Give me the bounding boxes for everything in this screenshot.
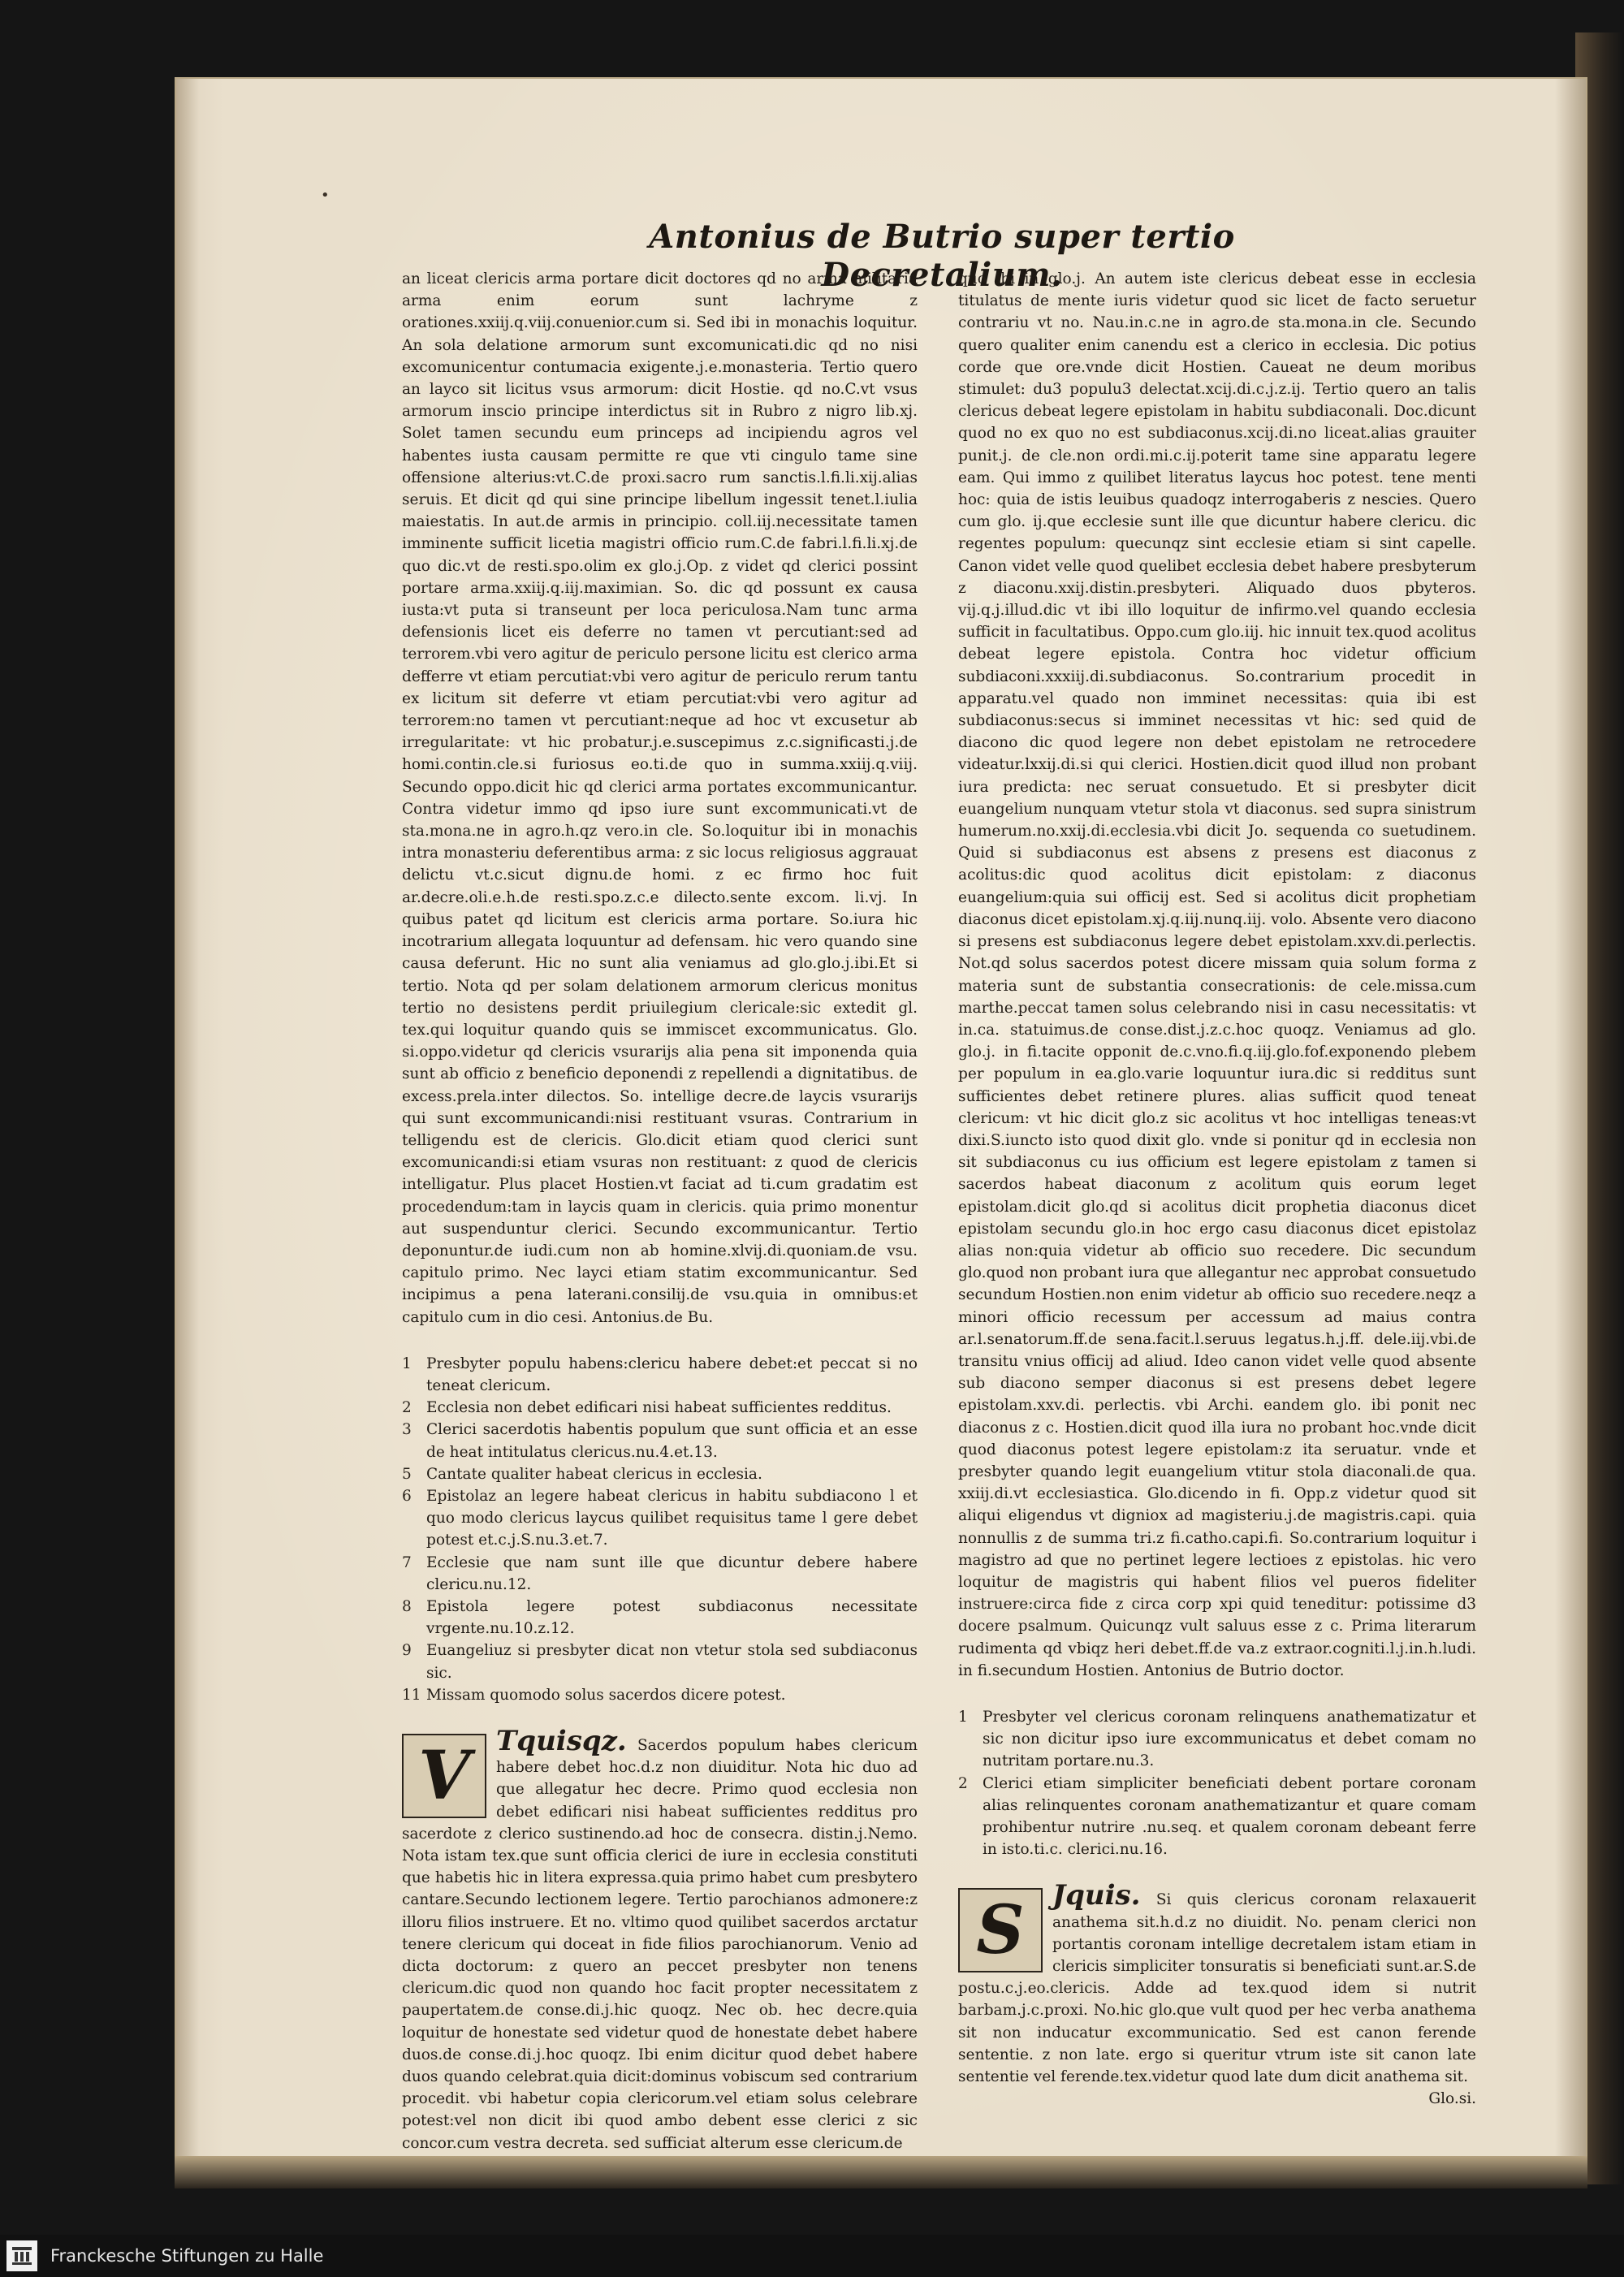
left-body-paragraph: an liceat clericis arma portare dicit doctores qd no arma militaria arma enim eorum sunt lachryme z orationes.xxiij.q.viij.conuenior.cum si. Sed ibi in monachis loquitur. An sola delatione armorum sunt excomunicati.dic qd no nisi excomunicentur contumacia exigente.j.e.monasteria. Tertio quero an layco sit licitus vsus armorum: dicit Hostie. qd no.C.vt vsus armorum inscio principe interdictus sit in Rubro z nigro lib.xj. Solet tamen secundu eum princeps ad incipiendu agros vel habentes iusta causam permitte re que vti cingulo tame sine offensione alterius:vt.C.de proxi.sacro rum sanctis.l.fi.li.xij.alias seruis. Et dicit qd qui sine principe libellum ingessit tenet.l.iulia maiestatis. In aut.de armis in principio. coll.iij.necessitate tamen imminente sufficit licetia magistri officio rum.C.de fabri.l.fi.li.xj.de quo dic.vt de resti.spo.olim ex glo.j.Op. z videt qd clerici possint portare arma.xxiij.q.iij.maximian. So. dic qd possunt ex causa iusta:vt puta si transeunt per loca periculosa.Nam tunc arma defensionis licet eis deferre no tamen vt percutiant:sed ad terrorem.vbi vero agitur de periculo persone licitu est clerico arma defferre vt etiam percutiat:vbi vero agitur de periculo rerum tantu ex licitum sit deferre vt etiam percutiat:vbi vero agitur ad terrorem:no tamen vt percutiant:neque ad hoc vt excusetur ab irregularitate: vt hic probatur.j.e.suscepimus z.c.significasti.j.de homi.contin.cle.si furiosus eo.ti.de quo in summa.xxiij.q.viij. Secundo oppo.dicit hic qd clerici arma portates excommunicantur. Contra videtur immo qd ipso iure sunt excommunicati.vt de sta.mona.ne in agro.h.qz vero.in cle. So.loquitur ibi in monachis intra monasteriu deferentibus arma: z sic locus religiosus aggrauat delictu vt.c.sicut dignu.de homi. z ec firmo hoc fuit ar.decre.oli.e.h.de resti.spo.z.c.e dilecto.sente excom. li.vj. In quibus patet qd licitum est clericis arma portare. So.iura hic incotrarium allegata loquuntur ad defensam. hic vero quando sine causa deferunt. Hic no sunt alia veniamus ad glo.glo.j.ibi.Et si tertio. Nota qd per solam delationem armorum clericus monitus tertio no desistens perdit priuilegium clericale:sic extedit gl. tex.qui loquitur quando quis se immiscet excommunicatus. Glo. si.oppo.videtur qd clericis vsurarijs alia pena sit imponenda quia sunt ab officio z beneficio deponendi z repellendi a dignitatibus. de excess.prela.inter dilectos. So. intellige decre.de laycis vsurarijs qui sunt excommunicandi:nisi restituant vsuras. Contrarium in telligendu est de clericis. Glo.dicit etiam quod clerici sunt excomunicandi:si etiam vsuras non restituant: z quod de clericis intelligatur. Plus placet Hostien.vt faciat ad ti.cum gradatim est procedendum:tam in laycis quam in clericis. quia primo monentur aut suspenduntur clerici. Secundo excommunicantur. Tertio deponuntur.de iudi.cum non ab homine.xlvij.di.quoniam.de vsu. capitulo primo. Nec layci etiam statim excommunicantur. Sed incipimus a pena laterani.consilij.de vsu.quia in omnibus:et capitulo cum in dio cesi. Antonius.de Bu. <box>402 270 918 1326</box>
summary-item: 1 Presbyter vel clericus coronam relinquens anathematizatur et sic non dicitur ipso iure excommunicatus et debet comam no nutritam portare.nu.3. <box>958 1709 1476 1770</box>
summary-item: 9 Euangeliuz si presbyter dicat non vtetur stola sed subdiaconus sic. <box>402 1642 918 1682</box>
left-summary-list <box>402 1353 918 1706</box>
institution-name: Franckesche Stiftungen zu Halle <box>50 2246 324 2266</box>
viewer-footer <box>0 2235 1624 2277</box>
left-column <box>402 268 918 2154</box>
right-body-text <box>958 268 1476 1682</box>
summary-item: 6 Epistolaz an legere habeat clericus in habitu subdiacono l et quo modo clericus laycus quilibet requisitus tame l gere debet potest et.c.j.S.nu.3.et.7. <box>402 1487 918 1549</box>
summary-item: 8 Epistola legere potest subdiaconus necessitate vrgente.nu.10.z.12. <box>402 1597 918 1638</box>
left-chapter <box>402 1725 918 2154</box>
chapter-text: Sacerdos populum habes clericum habere debet hoc.d.z non diuiditur. Nota hic duo ad que allegatur hec decre. Primo quod ecclesia non debet edificari nisi habeat sufficientes redditus pro sacerdote z clerico sustinendo.ad hoc de consecra. distin.j.Nemo. Nota istam tex.que sunt officia clerici de iure in ecclesia constituti que habetis hic in litera expressa.quia primo habet cum presbytero cantare.Secundo lectionem legere. Tertio parochianos admonere:z illoru filios instruere. Et no. vltimo quod quilibet sacerdos arctatur tenere clericum qui doceat in fide filios parochianorum. Venio ad dicta doctorum: z quero an peccet presbyter non tenens clericum.dic quod non quando hoc facit propter necessitatem z paupertatem.de conse.di.j.hic quoqz. Nec ob. hec decre.quia loquitur de honestate sed videtur quod de honestate debet habere duos.de conse.di.j.hoc quoqz. Ibi enim dicitur quod debet habere duos quando celebrat.quia dicit:dominus vobiscum sed contrarium procedit. vbi habetur copia clericorum.vel etiam solus celebrare potest:vel non dicit ibi quod ambo debent esse clerici z sic concor.cum vestra decreta. sed sufficiat alterum esse clericum.de <box>402 1737 918 2152</box>
summary-item: 11 Missam quomodo solus sacerdos dicere potest. <box>402 1686 786 1704</box>
chapter-incipit: Tquisqz. <box>496 1725 627 1757</box>
institution-logo-icon <box>6 2240 37 2271</box>
summary-item: 2 Ecclesia non debet edificari nisi habeat sufficientes redditus. <box>402 1399 892 1417</box>
summary-item: 1 Presbyter populu habens:clericu habere debet:et peccat si no teneat clericum. <box>402 1355 918 1394</box>
right-chapter <box>958 1879 1476 2088</box>
summary-item: 3 Clerici sacerdotis habentis populum que sunt officia et an esse de heat intitulatus clericus.nu.4.et.13. <box>402 1421 918 1461</box>
decorated-initial: S <box>958 1888 1043 1972</box>
summary-item: 7 Ecclesie que nam sunt ille que dicuntur debere habere clericu.nu.12. <box>402 1553 918 1593</box>
right-summary-list <box>958 1706 1476 1860</box>
left-body-text <box>402 268 918 1329</box>
right-body-paragraph: quo ibi in glo.j. An autem iste clericus debeat esse in ecclesia titulatus de mente iuris videtur quod sic licet de facto seruetur contrariu vt no. Nau.in.c.ne in agro.de sta.mona.in cle. Secundo quero qualiter enim canendu est a clerico in ecclesia. Dic potius corde que ore.vnde dicit Hostien. Caueat ne deum moribus stimulet: du3 populu3 delectat.xcij.di.c.j.z.ij. Tertio quero an talis clericus debeat legere epistolam in habitu subdiaconali. Doc.dicunt quod no ex quo no est subdiaconus.xcij.di.no liceat.alias grauiter punit.j. de cle.non ordi.mi.c.ij.poterit tame sine apparatu legere eam. Qui immo z quilibet literatus laycus hoc potest. tene menti hoc: quia de istis leuibus quadoqz interrogaberis z nescies. Quero cum glo. ij.que ecclesie sunt ille que dicuntur habere clericu. dic regentes populum: quecunqz sint ecclesie etiam si sint capelle. Canon videt velle quod quelibet ecclesia debet habere presbyterum z diaconu.xxij.distin.presbyteri. Aliquado duos pbyteros. vij.q.j.illud.dic vt ibi illo loquitur de infirmo.vel quando ecclesia sufficit in facultatibus. Oppo.cum glo.iij. hic innuit tex.quod acolitus debeat legere epistola. Contra hoc videtur officium subdiaconi.xxxiij.di.subdiaconus. So.contrarium procedit in apparatu.vel quado non imminet necessitas: quia ibi est subdiaconus:secus si imminet necessitas vt hic: sed quid de diacono dic quod legere non debet epistolam ne retrocedere videatur.lxxij.di.si qui clerici. Hostien.dicit quod illud non probant iura predicta: nec seruat consuetudo. Et si presbyter dicit euangelium nunquam vtetur stola vt diaconus. sed supra sinistrum humerum.no.xxij.di.ecclesia.vbi dicit Jo. sequenda co suetudinem. Quid si subdiaconus est absens z presens est diaconus z acolitus:dic quod acolitus dicit epistolam: z diaconus euangelium:quia sui officij est. Sed si acolitus dicit prophetiam diaconus dicet epistolam.xj.q.iij.nunq.iij. volo. Absente vero diacono si presens est subdiaconus legere debet epistolam.xxv.di.perlectis. Not.qd solus sacerdos potest dicere missam quia solum forma z materia sunt de substantia consecrationis: de cele.missa.cum marthe.peccat tamen solus celebrando nisi in casu necessitatis: vt in.ca. statuimus.de conse.dist.j.z.c.hoc quoqz. Veniamus ad glo. glo.j. in fi.tacite opponit de.c.vno.fi.q.iij.glo.fof.exponendo plebem per populum in ea.glo.varie loquuntur iura.dic si redditus sunt sufficientes debet retinere plures. alias sufficit quod teneat clericum: vt hic dicit glo.z sic acolitus vt hoc intelligas teneas:vt dixi.S.iuncto isto quod dixit glo. vnde si ponitur qd in ecclesia non sit subdiaconus cu ius officium est legere epistolam z tamen si sacerdos habeat diaconum z acolitum quis eorum leget epistolam.dicit glo.qd si acolitus dicit prophetia diaconus dicet epistolam secundu glo.in hoc ergo casu diaconus dicet epistolaz alias non:quia videtur ab officio suo recedere. Dic secundum glo.quod non probant iura que allegantur nec approbat consuetudo secundum Hostien.non enim videtur ab officio suo recedere.neqz a minori officio recessum per accessum ad maius contra ar.l.senatorum.ff.de sena.facit.l.seruus legatus.h.j.ff. dele.iij.vbi.de transitu vnius officij ad aliud. Ideo canon videt velle quod absente sub diacono semper diaconus si est presens debet legere epistolam.xxv.di. perlectis. vbi Archi. eandem glo. ibi ponit nec diaconus z c. Hostien.dicit quod illa iura no probant hoc.vnde dicit quod diaconus potest legere epistolam:z ita seruatur. vnde et presbyter quando legit euangelium vtitur stola diaconali.de qua. xxiij.di.vt ecclesiastica. Glo.dicendo in fi. Opp.z videtur quod sit aliqui eligendus vt digniox ad magisteriu.j.de magistris.capi. quia nonnullis z de summa tri.z fi.catho.capi.fi. So.contrarium loquitur i magistro ad que no pertinet legere lectioes z epistolas. hic vero loquitur de magistris qui habent filios vel pueros fideliter instruere:circa fide z circa corp xpi quid teneditur: potissime d3 docere psalmum. Quicunqz vult saluus esse z c. Prima literarum rudimenta qd vbiqz heri debet.ff.de va.z extraor.cogniti.l.j.in.h.ludi. in fi.secundum Hostien. Antonius de Butrio doctor. <box>958 270 1476 1679</box>
summary-item: 2 Clerici etiam simpliciter beneficiati debent portare coronam alias relinquentes coronam anathematizantur et quare comam prohibentur nutrire .nu.seq. et qualem coronam debeant ferre in isto.ti.c. clerici.nu.16. <box>958 1774 1476 1859</box>
chapter-text: Si quis clericus coronam relaxauerit anathema sit.h.d.z no diuidit. No. penam clerici non portantis coronam intellige decretalem istam etiam in clericis simpliciter tonsuratis si beneficiati sunt.ar.S.de postu.c.j.eo.clericis. Adde ad tex.quod idem si nutrit barbam.j.c.proxi. No.hic glo.que vult quod per hec verba anathema sit non inducatur excommunicatio. Sed est canon ferende sententie. z non late. ergo si queritur vtrum iste sit canon late sententie vel ferende.tex.videtur quod late dum dicit anathema sit. <box>958 1891 1476 2086</box>
decorated-initial: V <box>402 1734 486 1818</box>
page-mark: • <box>321 187 330 204</box>
catchword: Glo.si. <box>1428 2090 1476 2108</box>
running-title: Antonius de Butrio super tertio Decretalium. <box>649 218 1235 294</box>
page-bottom-edge <box>175 2156 1587 2188</box>
chapter-incipit: Jquis. <box>1052 1879 1141 1912</box>
summary-item: 5 Cantate qualiter habeat clericus in ecclesia. <box>402 1465 762 1483</box>
right-column <box>958 268 1476 2110</box>
